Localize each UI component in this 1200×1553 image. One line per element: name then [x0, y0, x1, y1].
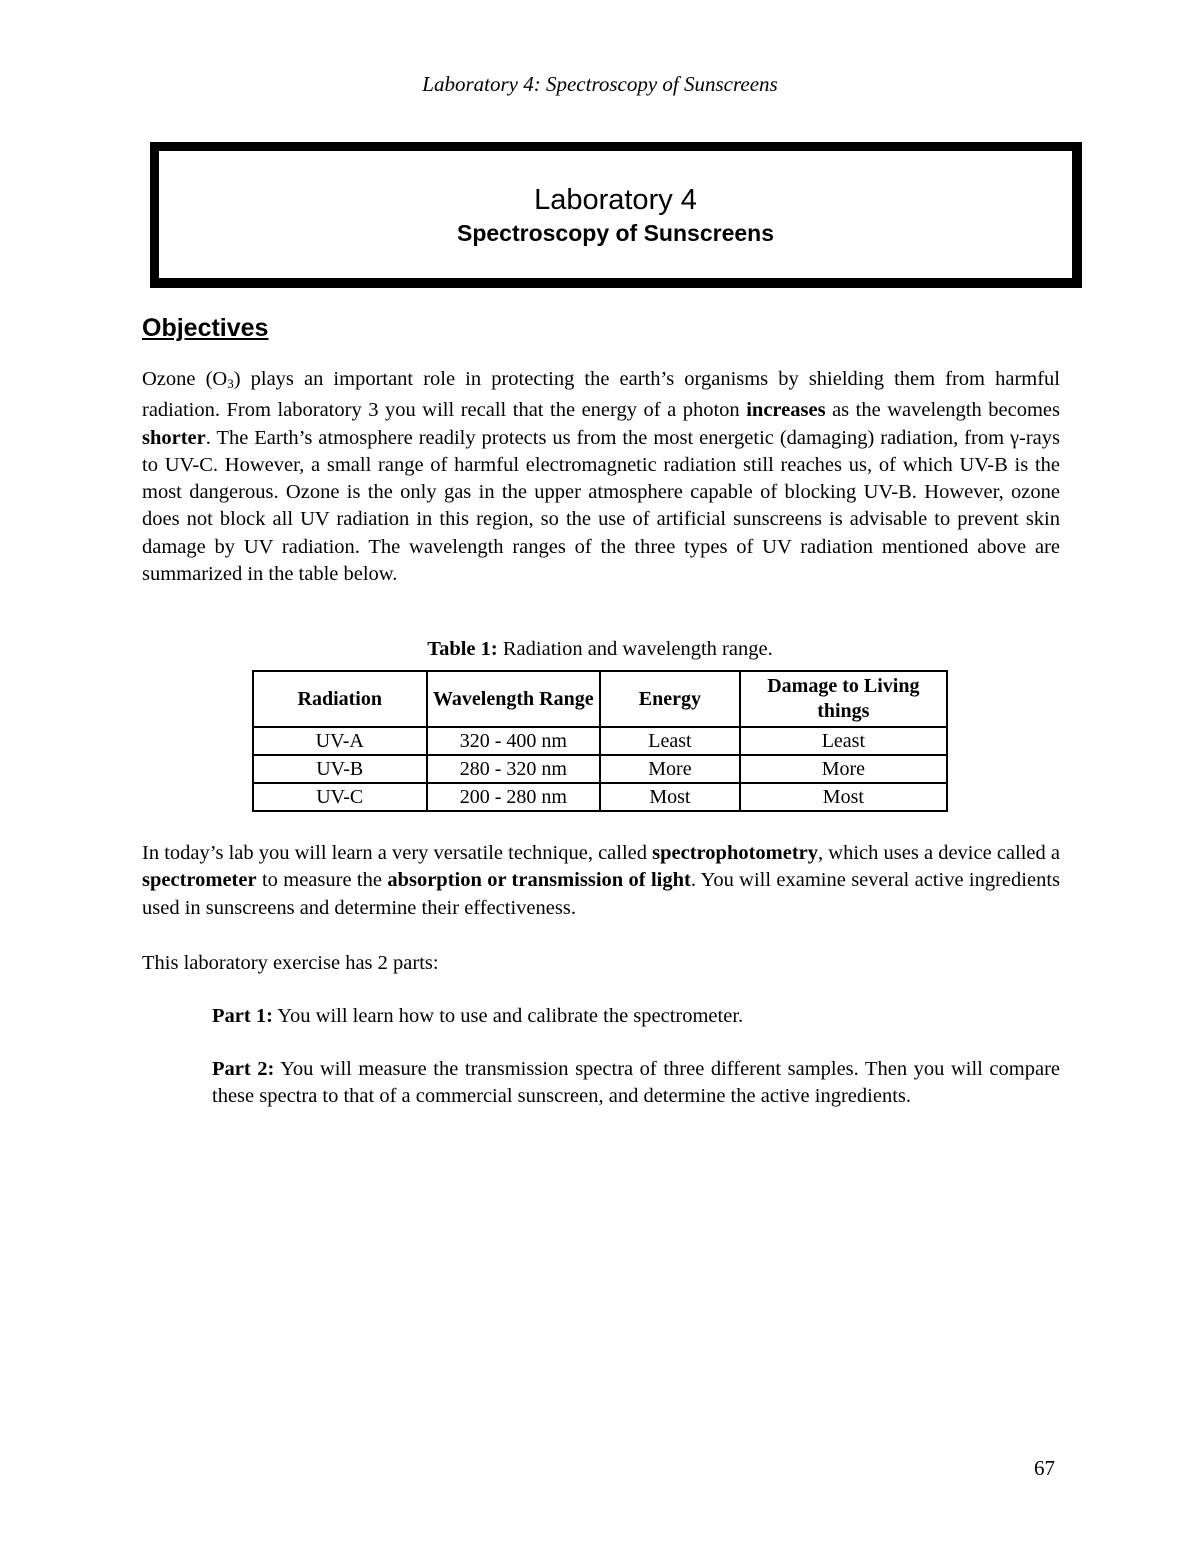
table-row: [253, 755, 947, 783]
table-cell: More: [740, 755, 947, 783]
radiation-table: [252, 670, 948, 812]
table-cell: 320 - 400 nm: [427, 727, 601, 755]
lab-title: Laboratory 4: [534, 184, 697, 216]
page-number: 67: [1034, 1456, 1055, 1480]
table-cell: 280 - 320 nm: [427, 755, 601, 783]
table-header-row: [253, 671, 947, 727]
intro-paragraph: Ozone $(O_3)$ plays an important role in protecting the earth’s organisms by shielding them from harmful radiation. From laboratory 3 you will recall that the energy of a photon increases as the wavelength becomes shorter. The Earth’s atmosphere readily protects us from the most energetic (damaging) radiation, from γ-rays to UV-C. However, a small range of harmful electromagnetic radiation still reaches us, of which UV-B is the most dangerous. Ozone is the only gas in the upper atmosphere capable of blocking UV-B. However, ozone does not block all UV radiation in this region, so the use of artificial sunscreens is advisable to prevent skin damage by UV radiation. The wavelength ranges of the three types of UV radiation mentioned above are summarized in the table below.: [142, 368, 1060, 586]
part-2-item: Part 2: You will measure the transmission spectra of three different samples. Then you will compare these spectra to that of a commercial sunscreen, and determine the active ingredients.: [212, 1058, 1060, 1108]
objectives-heading: Objectives: [142, 314, 269, 342]
parts-intro: This laboratory exercise has 2 parts:: [142, 952, 439, 974]
lab-subtitle: Spectroscopy of Sunscreens: [457, 220, 774, 246]
table-row: [253, 727, 947, 755]
table-cell: UV-B: [253, 755, 427, 783]
table-caption: Table 1: Radiation and wavelength range.: [427, 638, 773, 660]
table-row: [253, 783, 947, 811]
table-header-cell: Radiation: [253, 671, 427, 727]
table-cell: 200 - 280 nm: [427, 783, 601, 811]
table-cell: Most: [600, 783, 740, 811]
technique-paragraph: In today’s lab you will learn a very versatile technique, called spectrophotometry, which uses a device called a spectrometer to measure the absorption or transmission of light. You will examine several active ingredients used in sunscreens and determine their effectiveness.: [142, 842, 1060, 919]
table-header-cell: Damage to Living things: [740, 671, 947, 727]
table-cell: More: [600, 755, 740, 783]
table-cell: Most: [740, 783, 947, 811]
table-cell: Least: [740, 727, 947, 755]
title-box: [150, 142, 1082, 288]
table-cell: UV-A: [253, 727, 427, 755]
table-cell: Least: [600, 727, 740, 755]
running-head: Laboratory 4: Spectroscopy of Sunscreens: [422, 72, 778, 96]
part-1-item: Part 1: You will learn how to use and calibrate the spectrometer.: [212, 1005, 744, 1027]
table-header-cell: Energy: [600, 671, 740, 727]
table-header-cell: Wavelength Range: [427, 671, 601, 727]
table-cell: UV-C: [253, 783, 427, 811]
